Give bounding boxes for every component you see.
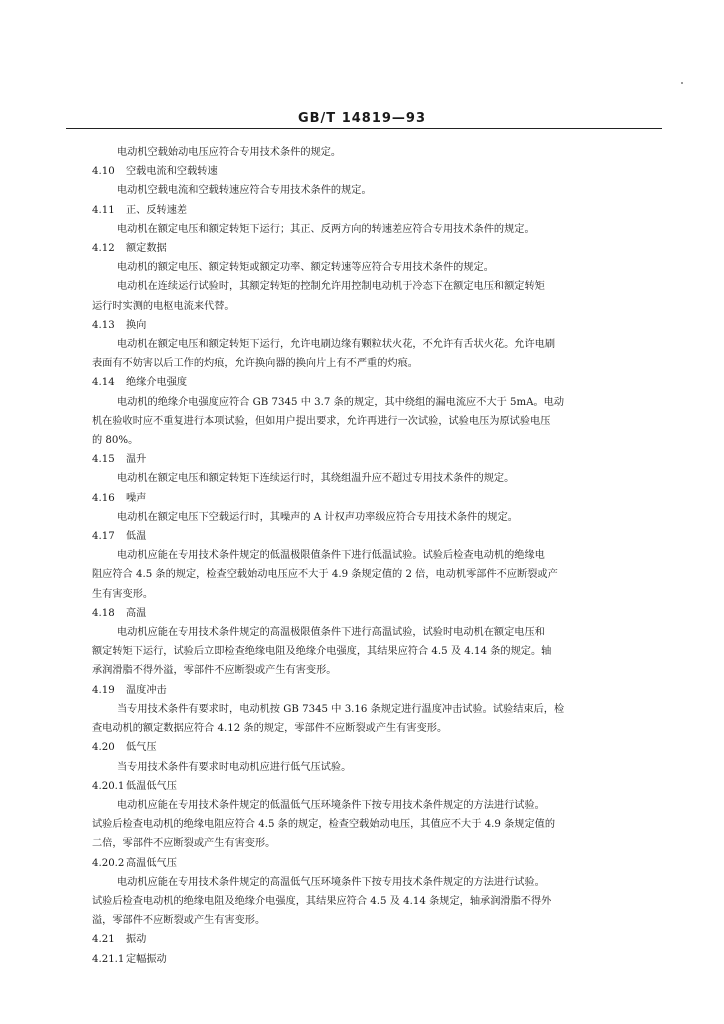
section-heading <box>92 162 667 181</box>
paragraph-continuation: 阻应符合 4.5 条的规定，检查空载始动电压应不大于 4.9 条规定值的 2 倍，电动机零部件不应断裂或产 <box>92 569 558 581</box>
section-heading <box>92 489 667 508</box>
section-title: 绝缘介电强度 <box>126 377 188 389</box>
section-title: 空载电流和空载转速 <box>126 166 218 178</box>
section-title: 换向 <box>126 319 147 331</box>
page-header: GB/T 14819—93 <box>297 111 427 126</box>
section-number: 4.11 <box>92 204 115 216</box>
section-title: 额定数据 <box>126 243 167 255</box>
paragraph-line: 电动机在额定电压和额定转矩下运行，允许电刷边缘有颗粒状火花，不允许有舌状火花。允许电刷 <box>117 339 556 351</box>
section-heading <box>92 201 667 220</box>
section-title: 低温 <box>126 531 147 543</box>
section-number: 4.12 <box>92 243 115 255</box>
section-number: 4.15 <box>92 454 115 466</box>
paragraph-line: 电动机空载始动电压应符合专用技术条件的规定。 <box>117 147 342 158</box>
section-number: 4.14 <box>92 377 115 389</box>
section-heading <box>92 604 667 623</box>
paragraph-continuation: 生有害变形。 <box>92 588 154 600</box>
section-title: 低气压 <box>126 742 157 754</box>
paragraph-line: 当专用技术条件有要求时电动机应进行低气压试验。 <box>117 761 352 773</box>
paragraph-line: 电动机在额定电压下空载运行时，其噪声的 A 计权声功率级应符合专用技术条件的规定。 <box>117 511 518 523</box>
section-number: 4.13 <box>92 319 115 331</box>
section-number: 4.18 <box>92 607 115 619</box>
paragraph-line: 电动机空载电流和空载转速应符合专用技术条件的规定。 <box>117 185 372 197</box>
paragraph-continuation: 试验后检查电动机的绝缘电阻及绝缘介电强度，其结果应符合 4.5 及 4.14 条规定，轴承润滑脂不得外 <box>92 895 552 907</box>
paragraph-line: 电动机应能在专用技术条件规定的高温低气压环境条件下按专用技术条件规定的方法进行试验。 <box>117 876 545 888</box>
section-number: 4.20 <box>92 742 115 754</box>
section-heading <box>92 681 667 700</box>
document-body <box>92 143 667 969</box>
paragraph-line: 当专用技术条件有要求时，电动机按 GB 7345 中 3.16 条规定进行温度冲击试验。试验结束后，检 <box>117 703 565 715</box>
section-heading <box>92 930 667 949</box>
paragraph-continuation: 承润滑脂不得外溢，零部件不应断裂或产生有害变形。 <box>92 665 337 677</box>
paragraph-continuation: 的 80%。 <box>92 435 139 447</box>
paragraph-line: 电动机在额定电压和额定转矩下连续运行时，其绕组温升应不超过专用技术条件的规定。 <box>117 473 515 485</box>
section-number: 4.21.1 <box>92 953 125 965</box>
section-title: 温度冲击 <box>126 684 167 696</box>
section-number: 4.19 <box>92 684 115 696</box>
paragraph-line: 电动机在额定电压和额定转矩下运行；其正、反两方向的转速差应符合专用技术条件的规定。 <box>117 223 535 235</box>
section-title: 振动 <box>126 934 147 946</box>
section-number: 4.20.1 <box>92 780 125 792</box>
section-title: 正、反转速差 <box>126 204 188 216</box>
section-title: 高温低气压 <box>126 857 177 869</box>
section-number: 4.17 <box>92 531 115 543</box>
section-title: 低温低气压 <box>126 780 177 792</box>
section-heading <box>92 316 667 335</box>
paragraph-continuation: 运行时实测的电枢电流来代替。 <box>92 300 235 312</box>
section-heading <box>92 239 667 258</box>
paragraph-line: 电动机应能在专用技术条件规定的低温低气压环境条件下按专用技术条件规定的方法进行试验。 <box>117 799 545 811</box>
section-title: 温升 <box>126 454 147 466</box>
paragraph-continuation: 试验后检查电动机的绝缘电阻应符合 4.5 条的规定，检查空载始动电压，其值应不大于 4.9 条规定值的 <box>92 819 556 831</box>
section-title: 定幅振动 <box>126 953 167 965</box>
section-number: 4.20.2 <box>92 857 125 869</box>
section-heading <box>92 527 667 546</box>
section-title: 噪声 <box>126 492 147 504</box>
paragraph-line: 电动机的绝缘介电强度应符合 GB 7345 中 3.7 条的规定，其中绕组的漏电流应不大于 5mA。电动 <box>117 396 565 408</box>
header-rule <box>66 128 662 129</box>
paragraph-continuation: 表面有不妨害以后工作的灼痕，允许换向器的换向片上有不严重的灼痕。 <box>92 358 418 370</box>
paragraph-continuation: 溢，零部件不应断裂或产生有害变形。 <box>92 915 266 927</box>
section-number: 4.16 <box>92 492 115 504</box>
section-heading <box>92 450 667 469</box>
paragraph-continuation: 二倍，零部件不应断裂或产生有害变形。 <box>92 838 276 850</box>
section-number: 4.21 <box>92 934 115 946</box>
section-heading <box>92 738 667 757</box>
paragraph-continuation: 额定转矩下运行，试验后立即检查绝缘电阻及绝缘介电强度，其结果应符合 4.5 及 4.14 条的规定。轴 <box>92 646 552 658</box>
section-heading <box>92 950 667 969</box>
scan-speck <box>681 82 683 84</box>
paragraph-line: 电动机的额定电压、额定转矩或额定功率、额定转速等应符合专用技术条件的规定。 <box>117 262 494 274</box>
paragraph-line: 电动机应能在专用技术条件规定的低温极限值条件下进行低温试验。试验后检查电动机的绝缘电 <box>117 550 545 562</box>
paragraph-continuation: 查电动机的额定数据应符合 4.12 条的规定，零部件不应断裂或产生有害变形。 <box>92 723 448 735</box>
section-number: 4.10 <box>92 166 115 178</box>
paragraph-line: 电动机应能在专用技术条件规定的高温极限值条件下进行高温试验，试验时电动机在额定电压和 <box>117 627 545 639</box>
paragraph-continuation: 机在验收时应不重复进行本项试验，但如用户提出要求，允许再进行一次试验，试验电压为原试验电压 <box>92 415 551 427</box>
section-heading <box>92 373 667 392</box>
section-heading <box>92 854 667 873</box>
paragraph-line: 电动机在连续运行试验时，其额定转矩的控制允许用控制电动机于冷态下在额定电压和额定转矩 <box>117 281 545 293</box>
section-heading <box>92 777 667 796</box>
section-title: 高温 <box>126 607 147 619</box>
